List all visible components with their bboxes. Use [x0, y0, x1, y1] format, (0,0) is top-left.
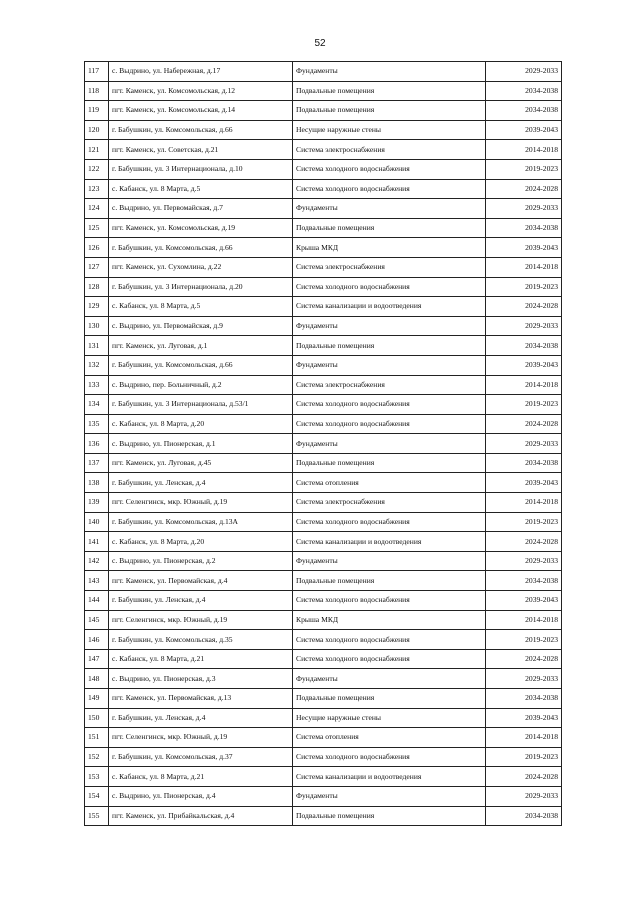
table-row	[85, 747, 562, 767]
address-cell: г. Бабушкин, ул. Комсомольская, д.13А	[109, 512, 293, 532]
row-number-cell: 129	[85, 297, 109, 317]
period-cell: 2034-2038	[486, 806, 562, 826]
row-number-cell: 117	[85, 62, 109, 82]
address-cell: пгт. Каменск, ул. Сухомлина, д.22	[109, 257, 293, 277]
address-cell: с. Выдрино, пер. Больничный, д.2	[109, 375, 293, 395]
row-number-cell: 135	[85, 414, 109, 434]
row-number-cell: 126	[85, 238, 109, 258]
system-cell: Крыша МКД	[293, 238, 486, 258]
row-number-cell: 148	[85, 669, 109, 689]
address-cell: пгт. Каменск, ул. Комсомольская, д.14	[109, 101, 293, 121]
row-number-cell: 154	[85, 786, 109, 806]
period-cell: 2024-2028	[486, 532, 562, 552]
period-cell: 2039-2043	[486, 708, 562, 728]
period-cell: 2014-2018	[486, 728, 562, 748]
period-cell: 2039-2043	[486, 238, 562, 258]
table-row	[85, 708, 562, 728]
table-row	[85, 120, 562, 140]
address-cell: г. Бабушкин, ул. Комсомольская, д.66	[109, 120, 293, 140]
table-row	[85, 375, 562, 395]
period-cell: 2029-2033	[486, 316, 562, 336]
system-cell: Подвальные помещения	[293, 453, 486, 473]
address-cell: с. Выдрино, ул. Набережная, д.17	[109, 62, 293, 82]
system-cell: Фундаменты	[293, 199, 486, 219]
system-cell: Система холодного водоснабжения	[293, 414, 486, 434]
address-cell: г. Бабушкин, ул. Ленская, д.4	[109, 591, 293, 611]
table-row	[85, 806, 562, 826]
system-cell: Система холодного водоснабжения	[293, 591, 486, 611]
table-row	[85, 297, 562, 317]
table-row	[85, 257, 562, 277]
system-cell: Система холодного водоснабжения	[293, 159, 486, 179]
period-cell: 2034-2038	[486, 218, 562, 238]
period-cell: 2019-2023	[486, 277, 562, 297]
row-number-cell: 133	[85, 375, 109, 395]
row-number-cell: 123	[85, 179, 109, 199]
row-number-cell: 151	[85, 728, 109, 748]
period-cell: 2019-2023	[486, 395, 562, 415]
period-cell: 2024-2028	[486, 767, 562, 787]
period-cell: 2039-2043	[486, 120, 562, 140]
period-cell: 2039-2043	[486, 473, 562, 493]
period-cell: 2029-2033	[486, 199, 562, 219]
table-row	[85, 101, 562, 121]
system-cell: Система электроснабжения	[293, 375, 486, 395]
system-cell: Фундаменты	[293, 62, 486, 82]
system-cell: Система канализации и водоотведения	[293, 297, 486, 317]
address-cell: с. Выдрино, ул. Пионерская, д.4	[109, 786, 293, 806]
address-cell: пгт. Каменск, ул. Первомайская, д.4	[109, 571, 293, 591]
system-cell: Система холодного водоснабжения	[293, 512, 486, 532]
table-body	[85, 62, 562, 826]
address-cell: г. Бабушкин, ул. 3 Интернационала, д.53/1	[109, 395, 293, 415]
period-cell: 2029-2033	[486, 62, 562, 82]
row-number-cell: 152	[85, 747, 109, 767]
system-cell: Система холодного водоснабжения	[293, 179, 486, 199]
system-cell: Подвальные помещения	[293, 689, 486, 709]
row-number-cell: 137	[85, 453, 109, 473]
address-cell: с. Выдрино, ул. Пионерская, д.2	[109, 551, 293, 571]
system-cell: Подвальные помещения	[293, 806, 486, 826]
table-row	[85, 493, 562, 513]
row-number-cell: 132	[85, 355, 109, 375]
system-cell: Фундаменты	[293, 316, 486, 336]
system-cell: Система холодного водоснабжения	[293, 630, 486, 650]
address-cell: с. Кабанск, ул. 8 Марта, д.5	[109, 297, 293, 317]
table-row	[85, 630, 562, 650]
period-cell: 2034-2038	[486, 689, 562, 709]
row-number-cell: 130	[85, 316, 109, 336]
system-cell: Система электроснабжения	[293, 140, 486, 160]
table-row	[85, 669, 562, 689]
row-number-cell: 145	[85, 610, 109, 630]
row-number-cell: 134	[85, 395, 109, 415]
row-number-cell: 122	[85, 159, 109, 179]
period-cell: 2014-2018	[486, 610, 562, 630]
address-cell: с. Кабанск, ул. 8 Марта, д.20	[109, 532, 293, 552]
system-cell: Система отопления	[293, 473, 486, 493]
period-cell: 2019-2023	[486, 630, 562, 650]
page-number: 52	[314, 38, 326, 49]
period-cell: 2019-2023	[486, 747, 562, 767]
row-number-cell: 124	[85, 199, 109, 219]
address-cell: пгт. Каменск, ул. Луговая, д.1	[109, 336, 293, 356]
period-cell: 2039-2043	[486, 591, 562, 611]
system-cell: Система электроснабжения	[293, 257, 486, 277]
repair-schedule-table	[84, 61, 562, 826]
table-row	[85, 179, 562, 199]
row-number-cell: 140	[85, 512, 109, 532]
system-cell: Подвальные помещения	[293, 101, 486, 121]
row-number-cell: 138	[85, 473, 109, 493]
period-cell: 2024-2028	[486, 297, 562, 317]
address-cell: пгт. Селенгинск, мкр. Южный, д.19	[109, 493, 293, 513]
table-row	[85, 316, 562, 336]
address-cell: пгт. Каменск, ул. Луговая, д.45	[109, 453, 293, 473]
row-number-cell: 131	[85, 336, 109, 356]
table-row	[85, 571, 562, 591]
system-cell: Система холодного водоснабжения	[293, 649, 486, 669]
period-cell: 2024-2028	[486, 414, 562, 434]
address-cell: пгт. Каменск, ул. Комсомольская, д.19	[109, 218, 293, 238]
system-cell: Несущие наружные стены	[293, 120, 486, 140]
period-cell: 2019-2023	[486, 512, 562, 532]
system-cell: Система канализации и водоотведения	[293, 767, 486, 787]
row-number-cell: 150	[85, 708, 109, 728]
address-cell: пгт. Каменск, ул. Советская, д.21	[109, 140, 293, 160]
system-cell: Система электроснабжения	[293, 493, 486, 513]
row-number-cell: 120	[85, 120, 109, 140]
period-cell: 2039-2043	[486, 355, 562, 375]
row-number-cell: 155	[85, 806, 109, 826]
system-cell: Фундаменты	[293, 434, 486, 454]
table-row	[85, 453, 562, 473]
period-cell: 2034-2038	[486, 101, 562, 121]
row-number-cell: 125	[85, 218, 109, 238]
period-cell: 2014-2018	[486, 140, 562, 160]
row-number-cell: 136	[85, 434, 109, 454]
address-cell: с. Выдрино, ул. Пионерская, д.3	[109, 669, 293, 689]
table-row	[85, 355, 562, 375]
address-cell: пгт. Селенгинск, мкр. Южный, д.19	[109, 610, 293, 630]
period-cell: 2029-2033	[486, 551, 562, 571]
address-cell: г. Бабушкин, ул. Ленская, д.4	[109, 708, 293, 728]
period-cell: 2029-2033	[486, 434, 562, 454]
address-cell: с. Кабанск, ул. 8 Марта, д.21	[109, 649, 293, 669]
table-row	[85, 140, 562, 160]
row-number-cell: 141	[85, 532, 109, 552]
system-cell: Подвальные помещения	[293, 81, 486, 101]
address-cell: г. Бабушкин, ул. Комсомольская, д.37	[109, 747, 293, 767]
row-number-cell: 144	[85, 591, 109, 611]
table-row	[85, 689, 562, 709]
period-cell: 2034-2038	[486, 336, 562, 356]
table-row	[85, 336, 562, 356]
row-number-cell: 149	[85, 689, 109, 709]
address-cell: г. Бабушкин, ул. Комсомольская, д.35	[109, 630, 293, 650]
address-cell: г. Бабушкин, ул. Ленская, д.4	[109, 473, 293, 493]
system-cell: Система холодного водоснабжения	[293, 747, 486, 767]
row-number-cell: 142	[85, 551, 109, 571]
address-cell: пгт. Каменск, ул. Комсомольская, д.12	[109, 81, 293, 101]
row-number-cell: 147	[85, 649, 109, 669]
table-row	[85, 532, 562, 552]
table-row	[85, 728, 562, 748]
table-row	[85, 512, 562, 532]
system-cell: Фундаменты	[293, 355, 486, 375]
table-row	[85, 473, 562, 493]
address-cell: пгт. Каменск, ул. Первомайская, д.13	[109, 689, 293, 709]
address-cell: пгт. Каменск, ул. Прибайкальская, д.4	[109, 806, 293, 826]
table-row	[85, 199, 562, 219]
system-cell: Крыша МКД	[293, 610, 486, 630]
system-cell: Фундаменты	[293, 551, 486, 571]
table-row	[85, 649, 562, 669]
address-cell: г. Бабушкин, ул. 3 Интернационала, д.20	[109, 277, 293, 297]
period-cell: 2034-2038	[486, 81, 562, 101]
table-row	[85, 767, 562, 787]
period-cell: 2019-2023	[486, 159, 562, 179]
address-cell: с. Выдрино, ул. Первомайская, д.7	[109, 199, 293, 219]
system-cell: Система холодного водоснабжения	[293, 395, 486, 415]
row-number-cell: 121	[85, 140, 109, 160]
table-row	[85, 591, 562, 611]
address-cell: г. Бабушкин, ул. Комсомольская, д.66	[109, 355, 293, 375]
system-cell: Подвальные помещения	[293, 218, 486, 238]
table-row	[85, 218, 562, 238]
address-cell: с. Кабанск, ул. 8 Марта, д.21	[109, 767, 293, 787]
table-row	[85, 62, 562, 82]
system-cell: Подвальные помещения	[293, 336, 486, 356]
table-row	[85, 786, 562, 806]
system-cell: Фундаменты	[293, 669, 486, 689]
row-number-cell: 119	[85, 101, 109, 121]
period-cell: 2029-2033	[486, 786, 562, 806]
row-number-cell: 143	[85, 571, 109, 591]
table-row	[85, 395, 562, 415]
row-number-cell: 139	[85, 493, 109, 513]
address-cell: с. Выдрино, ул. Первомайская, д.9	[109, 316, 293, 336]
period-cell: 2029-2033	[486, 669, 562, 689]
system-cell: Система холодного водоснабжения	[293, 277, 486, 297]
table-row	[85, 159, 562, 179]
period-cell: 2014-2018	[486, 257, 562, 277]
system-cell: Подвальные помещения	[293, 571, 486, 591]
row-number-cell: 153	[85, 767, 109, 787]
table-row	[85, 551, 562, 571]
period-cell: 2014-2018	[486, 375, 562, 395]
system-cell: Система отопления	[293, 728, 486, 748]
system-cell: Система канализации и водоотведения	[293, 532, 486, 552]
system-cell: Фундаменты	[293, 786, 486, 806]
table-row	[85, 414, 562, 434]
row-number-cell: 128	[85, 277, 109, 297]
address-cell: г. Бабушкин, ул. 3 Интернационала, д.10	[109, 159, 293, 179]
address-cell: пгт. Селенгинск, мкр. Южный, д.19	[109, 728, 293, 748]
address-cell: с. Кабанск, ул. 8 Марта, д.20	[109, 414, 293, 434]
table-row	[85, 238, 562, 258]
table-row	[85, 434, 562, 454]
address-cell: г. Бабушкин, ул. Комсомольская, д.66	[109, 238, 293, 258]
period-cell: 2034-2038	[486, 571, 562, 591]
row-number-cell: 127	[85, 257, 109, 277]
table-row	[85, 277, 562, 297]
period-cell: 2034-2038	[486, 453, 562, 473]
period-cell: 2024-2028	[486, 179, 562, 199]
table-row	[85, 81, 562, 101]
period-cell: 2014-2018	[486, 493, 562, 513]
address-cell: с. Кабанск, ул. 8 Марта, д.5	[109, 179, 293, 199]
period-cell: 2024-2028	[486, 649, 562, 669]
system-cell: Несущие наружные стены	[293, 708, 486, 728]
row-number-cell: 146	[85, 630, 109, 650]
table-row	[85, 610, 562, 630]
address-cell: с. Выдрино, ул. Пионерская, д.1	[109, 434, 293, 454]
row-number-cell: 118	[85, 81, 109, 101]
